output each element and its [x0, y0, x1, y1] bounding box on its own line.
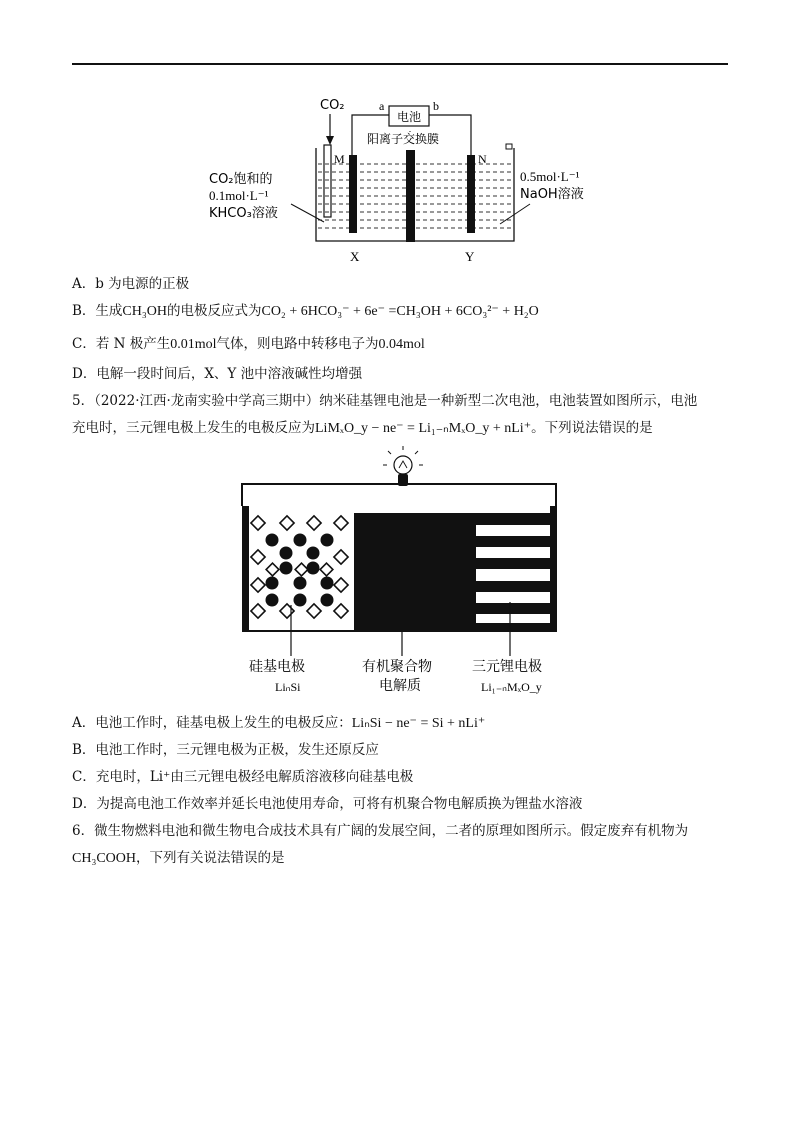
q5-stem-line2 — [72, 418, 653, 439]
electrolyte-label-line2: 电解质 — [379, 678, 421, 694]
membrane-label: 阳离子交换膜 — [367, 132, 440, 146]
organic-polymer-electrolyte — [354, 513, 469, 631]
co2-label: CO₂ — [320, 98, 345, 113]
electrode-n — [467, 155, 475, 233]
q6-stem-suffix: ，下列有关说法错误的是 — [136, 850, 285, 866]
right-solution-line2: NaOH溶液 — [520, 187, 584, 202]
left-solution-line1: CO₂饱和的 — [209, 172, 273, 187]
light-bulb-icon — [383, 446, 423, 486]
pool-x-label: X — [350, 249, 360, 264]
electrode-m — [349, 155, 357, 233]
electrolysis-cell-diagram — [0, 0, 800, 270]
ternary-electrode-label: 三元锂电极 — [472, 659, 542, 675]
q5-stem-formula: LiMₓO_y − ne⁻ = Li₁₋ₙMₓO_y + nLi⁺ — [315, 421, 532, 436]
q5-option-c: C．充电时，Li⁺由三元锂电极经电解质溶液移向硅基电极 — [72, 769, 414, 785]
ion-exchange-membrane — [406, 150, 415, 242]
electrode-n-label: N — [478, 152, 487, 166]
q4-option-c-value2: 0.04mol — [378, 337, 425, 352]
electrode-m-label: M — [334, 152, 345, 166]
q5-stem-prefix: 充电时，三元锂电极上发生的电极反应为 — [72, 420, 315, 436]
q5-stem-line1: 5．（2022·江西·龙南实验中学高三期中）纳米硅基锂电池是一种新型二次电池，电池装置如图所示，电池 — [72, 393, 698, 409]
q5-option-a — [72, 713, 485, 734]
q5-option-d: D．为提高电池工作效率并延长电池使用寿命，可将有机聚合物电解质换为锂盐水溶液 — [72, 796, 583, 812]
q4-option-c-value1: 0.01mol — [170, 337, 217, 352]
q4-option-c-prefix: C．若 N 极产生 — [72, 336, 171, 352]
q4-option-a: A．b 为电源的正极 — [72, 276, 190, 292]
silicon-electrode-formula: LiₙSi — [275, 680, 301, 694]
silicon-electrode-label: 硅基电极 — [249, 659, 305, 675]
left-solution-line2: 0.1mol·L⁻¹ — [209, 188, 269, 203]
q4-option-b-mid: 的电极反应式为 — [166, 303, 262, 319]
q4-option-d: D．电解一段时间后，X、Y 池中溶液碱性均增强 — [72, 366, 363, 382]
left-solution-line3: KHCO₃溶液 — [209, 206, 278, 221]
q4-option-c — [72, 334, 425, 355]
q5-option-b: B．电池工作时，三元锂电极为正极，发生还原反应 — [72, 742, 379, 758]
pool-y-label: Y — [465, 249, 475, 264]
terminal-b-label: b — [433, 99, 439, 113]
q4-option-b — [72, 301, 539, 322]
q5-option-a-prefix: A．电池工作时，硅基电极上发生的电极反应： — [72, 715, 352, 731]
terminal-a-label: a — [379, 99, 385, 113]
q4-option-b-prefix: B．生成 — [72, 303, 123, 319]
ternary-electrode-formula: Li₁₋ₙMₓO_y — [481, 680, 542, 694]
right-solution-line1: 0.5mol·L⁻¹ — [520, 169, 580, 184]
q5-option-a-formula: LiₙSi − ne⁻ = Si + nLi⁺ — [351, 716, 486, 731]
electrolyte-label-line1: 有机聚合物 — [362, 659, 432, 675]
battery-label: 电池 — [397, 110, 422, 124]
q6-stem-line1: 6．微生物燃料电池和微生物电合成技术具有广阔的发展空间，二者的原理如图所示。假定废弃有机物为 — [72, 823, 689, 839]
q4-option-c-mid: 气体，则电路中转移电子为 — [216, 336, 379, 352]
q5-stem-suffix: 。下列说法错误的是 — [531, 420, 653, 436]
silicon-lithium-battery-diagram — [0, 445, 800, 700]
q6-stem-line2 — [72, 848, 285, 869]
q4-option-b-formula: CO₂ + 6HCO₃⁻ + 6e⁻ =CH₃OH + 6CO₃²⁻ + H₂O — [261, 304, 539, 319]
q4-option-b-ch3oh: CH₃OH — [122, 304, 167, 319]
q6-stem-formula: CH₃COOH — [72, 851, 136, 866]
